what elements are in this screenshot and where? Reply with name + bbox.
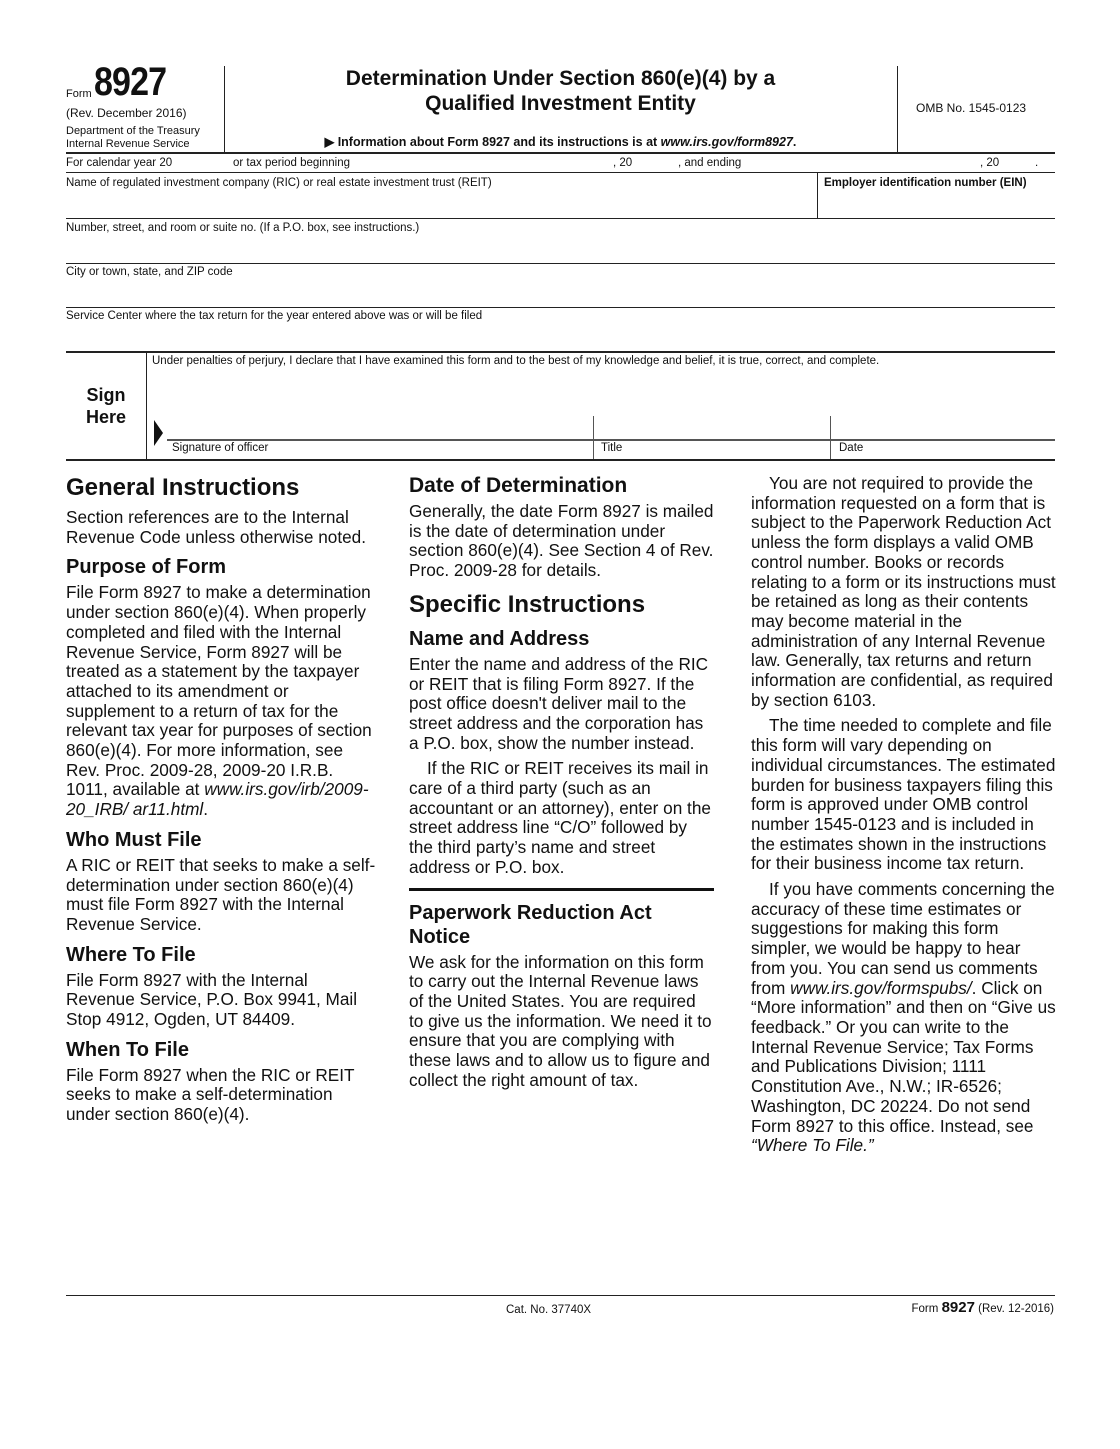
heading-when-to-file: When To File <box>66 1038 189 1061</box>
title-line-2: Qualified Investment Entity <box>425 92 696 115</box>
title-line-1: Determination Under Section 860(e)(4) by a <box>345 67 776 90</box>
arrow-icon <box>154 420 163 446</box>
paragraph: If the RIC or REIT receives its mail in care of a third party (such as an accountant or an attorney), enter on the street address line “C/O” followed by the third party’s name and street address or P.O. box. <box>409 758 711 877</box>
paragraph: File Form 8927 with the Internal Revenue Service, P.O. Box 9941, Mail Stop 4912, Ogden, UT 84409. <box>66 969 358 1030</box>
paragraph: We ask for the information on this form to carry out the Internal Revenue laws of the United States. You are required to give us the information. We need it to ensure that you are complying with these laws and to allow us to figure and collect the right amount of tax. <box>409 951 712 1090</box>
heading-specific-instructions: Specific Instructions <box>409 590 646 618</box>
paragraph: You are not required to provide the information requested on a form that is subject to the Paperwork Reduction Act unless the form displays a valid OMB control number. Books or records relating to a form or its instructions must be retained as long as their contents may become material in the administration of any Internal Revenue law. Generally, tax returns and return information are confidential, as required by section 6103. <box>751 473 1056 710</box>
service-center-label: Service Center where the tax return for the year entered above was or will be filed <box>66 310 483 322</box>
form-word: Form <box>66 88 92 100</box>
heading-purpose: Purpose of Form <box>66 556 227 579</box>
paragraph: A RIC or REIT that seeks to make a self-determination under section 860(e)(4) must file Form 8927 with the Internal Revenue Service. <box>66 854 376 934</box>
heading-name-address: Name and Address <box>409 627 590 650</box>
paragraph: The time needed to complete and file this form will vary depending on individual circumstances. The estimated burden for business taxpayers filing this form is approved under OMB control number 1545-0123 and is included in the estimates shown in the instructions for their business income tax return. <box>751 715 1056 874</box>
year-label-b: , 20 <box>980 157 1000 169</box>
text: . Click on “More information” and then on “Give us feedback.” Or you can write to the Internal Revenue Service; Tax Forms and Publications Division; 1111 Constitution Ave., N.W.; IR-6526; Washington, DC 20224. Do not send Form 8927 to this office. Instead, see <box>751 977 1056 1136</box>
info-suffix: . <box>792 135 797 149</box>
period-beginning-label: or tax period beginning <box>233 157 350 169</box>
footer-form-id <box>912 1299 1054 1316</box>
signature-line[interactable] <box>167 439 1055 441</box>
title-label: Title <box>601 442 623 454</box>
revision: (Rev. 12-2016) <box>978 1303 1054 1315</box>
heading-paperwork-notice: Paperwork Reduction Act Notice <box>409 901 652 948</box>
paragraph: Enter the name and address of the RIC or REIT that is filing Form 8927. If the post office doesn't deliver mail to the street address and the corporation has a P.O. box, show the number instead. <box>409 653 709 753</box>
column-general <box>66 474 376 1131</box>
form-number: 8927 <box>941 1299 975 1316</box>
paragraph-comments <box>751 880 1056 1156</box>
department: Department of the Treasury <box>66 125 200 137</box>
info-line <box>224 134 897 149</box>
form-word: Form <box>911 1303 939 1315</box>
text: If you have comments concerning the accuracy of these time estimates or suggestions for making this form simpler, we would be happy to hear from you. You can send us comments from <box>751 879 1055 998</box>
calendar-year-label: For calendar year 20 <box>66 157 173 169</box>
text: . <box>203 799 209 820</box>
form-number: 8927 <box>94 60 167 104</box>
date-label: Date <box>839 442 864 454</box>
ein-field-label: Employer identification number (EIN) <box>824 177 1027 189</box>
formspubs-link[interactable]: www.irs.gov/formspubs/ <box>790 977 972 998</box>
catalog-number: Cat. No. 37740X <box>506 1304 592 1316</box>
perjury-statement: Under penalties of perjury, I declare that I have examined this form and to the best of my knowledge and belief, it is true, correct, and complete. <box>152 355 880 367</box>
period-dot: . <box>1035 157 1039 169</box>
heading-date-of-determination: Date of Determination <box>409 474 628 497</box>
and-ending-label: , and ending <box>678 157 742 169</box>
column-paperwork <box>751 474 1056 1162</box>
city-field-label: City or town, state, and ZIP code <box>66 266 233 278</box>
heading-general-instructions: General Instructions <box>66 474 300 501</box>
street-field-label: Number, street, and room or suite no. (If a P.O. box, see instructions.) <box>66 222 420 234</box>
heading-who-must-file: Who Must File <box>66 828 202 851</box>
info-text: ▶ Information about Form 8927 and its instructions is at <box>324 135 661 149</box>
agency: Internal Revenue Service <box>66 138 190 150</box>
paragraph: File Form 8927 when the RIC or REIT seeks to make a self-determination under section 860(e)(4). <box>66 1064 355 1125</box>
revision: (Rev. December 2016) <box>66 106 187 120</box>
divider <box>409 888 714 891</box>
sign-text: Sign <box>86 385 126 405</box>
name-field-label: Name of regulated investment company (RIC) or real estate investment trust (REIT) <box>66 177 492 189</box>
omb-number: OMB No. 1545-0123 <box>916 101 1027 115</box>
form-title <box>224 66 897 116</box>
paragraph: Generally, the date Form 8927 is mailed is the date of determination under section 860(e)(4). See Section 4 of Rev. Proc. 2009-28 for details. <box>409 501 714 581</box>
year-label-a: , 20 <box>613 157 633 169</box>
column-specific <box>409 474 714 1096</box>
where-to-file-ref: “Where To File.” <box>751 1135 874 1156</box>
sign-here-label <box>66 384 146 428</box>
irb-link[interactable]: www.irs.gov/irb/2009-20_IRB/ ar11.html <box>66 779 369 820</box>
paragraph-purpose <box>66 583 376 819</box>
info-link[interactable]: www.irs.gov/form8927 <box>660 135 793 149</box>
paragraph: Section references are to the Internal Revenue Code unless otherwise noted. <box>66 507 367 547</box>
signature-label: Signature of officer <box>172 442 269 454</box>
text: File Form 8927 to make a determination under section 860(e)(4). When properly completed and filed with the Internal Revenue Service, Form 8927 will be treated as a statement by the taxpayer attached to its amendment or supplement to a return of tax for the relevant tax year for purposes of section 860(e)(4). For more information, see Rev. Proc. 2009-28, 2009-20 I.R.B. 1011, available at <box>66 582 372 800</box>
here-text: Here <box>85 407 127 427</box>
heading-where-to-file: Where To File <box>66 943 196 966</box>
